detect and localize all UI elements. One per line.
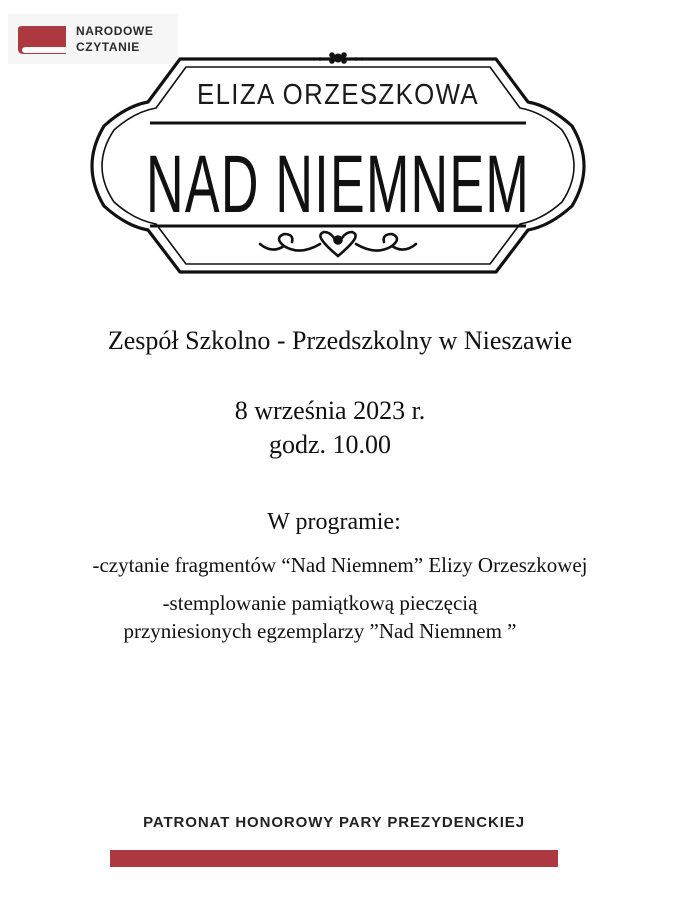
program-item (0, 589, 640, 645)
event-time: godz. 10.00 (268, 430, 392, 459)
flower-ornament-icon (312, 52, 363, 64)
patronage-bar (110, 850, 558, 867)
scroll-ornament-icon (260, 232, 416, 256)
logo-line-1: NARODOWE (76, 24, 154, 38)
program-item-line: -stemplowanie pamiątkową pieczęcią (162, 591, 478, 615)
school-name: Zespół Szkolno - Przedszkolny w Nieszawie (107, 326, 573, 355)
program-item-line: przyniesionych egzemplarzy ”Nad Niemnem ” (123, 619, 517, 643)
patronage-text: PATRONAT HONOROWY PARY PREZYDENCKIEJ (143, 814, 525, 831)
title-frame (88, 50, 588, 276)
book-title: NAD NIEMNEM (146, 139, 530, 230)
logo-line-2: CZYTANIE (76, 40, 140, 54)
event-date: 8 września 2023 r. (234, 396, 426, 425)
author-name: ELIZA ORZESZKOWA (197, 79, 479, 111)
program-heading: W programie: (267, 509, 401, 535)
book-icon (16, 25, 70, 55)
program-item: -czytanie fragmentów “Nad Niemnem” Elizy Orzeszkowej (92, 553, 588, 577)
